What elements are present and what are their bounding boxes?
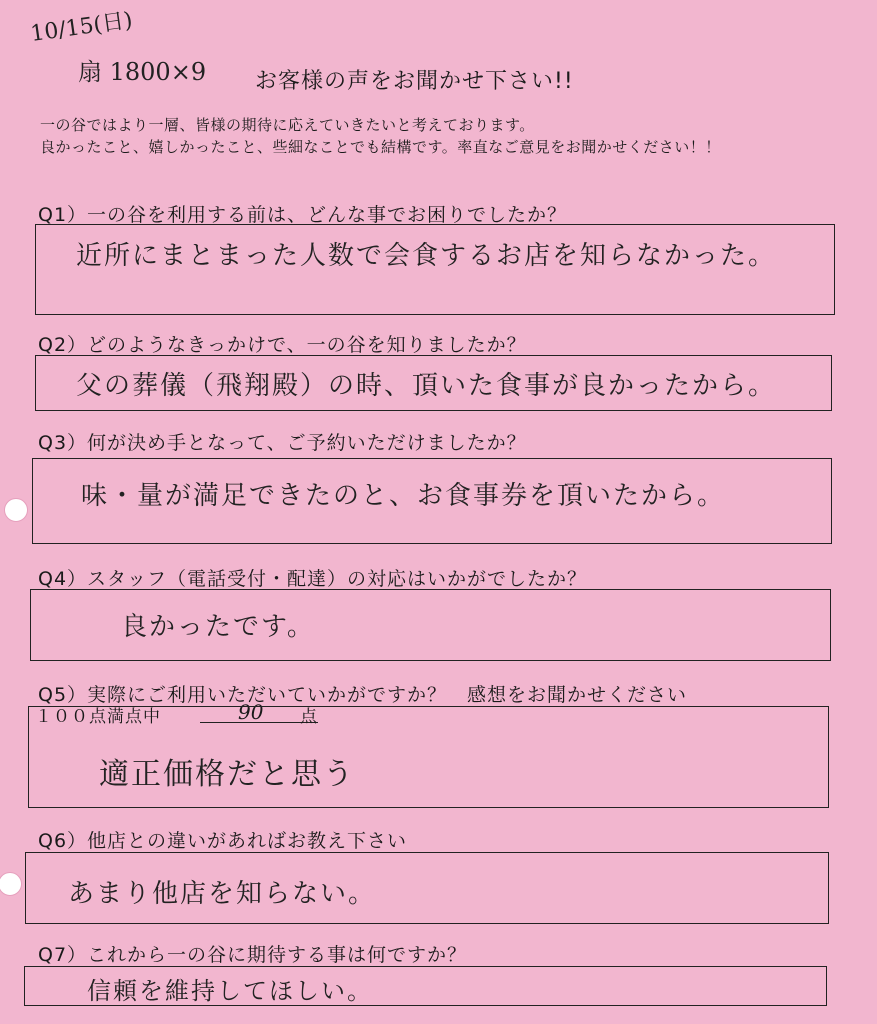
- punch-hole: [4, 498, 28, 522]
- question-4-label: Q4）スタッフ（電話受付・配達）の対応はいかがでしたか？: [38, 568, 588, 590]
- question-2-answer: 父の葬儀（飛翔殿）の時、頂いた食事が良かったから。: [76, 371, 777, 401]
- score-value: 90: [238, 700, 264, 724]
- punch-hole: [0, 872, 22, 896]
- question-1-answer-box: [35, 224, 835, 315]
- question-7-label: Q7）これから一の谷に期待する事は何ですか？: [38, 944, 468, 966]
- question-6-answer: あまり他店を知らない。: [68, 879, 377, 909]
- page-title: お客様の声をお聞かせ下さい!!: [255, 69, 574, 94]
- intro-line-1: 一の谷ではより一層、皆様の期待に応えていきたいと考えております。: [40, 116, 535, 134]
- score-label: １００点満点中: [35, 707, 161, 727]
- question-6-answer-box: [25, 852, 829, 924]
- question-4-answer: 良かったです。: [121, 612, 315, 642]
- question-3-answer-box: [32, 458, 832, 544]
- question-1-label: Q1）一の谷を利用する前は、どんな事でお困りでしたか？: [38, 204, 568, 226]
- question-4-answer-box: [30, 589, 831, 661]
- handwritten-order-note: 扇 1800×9: [78, 58, 207, 86]
- score-unit: 点: [300, 707, 317, 727]
- intro-line-2: 良かったこと、嬉しかったこと、些細なことでも結構です。率直なご意見をお聞かせください！！: [40, 138, 721, 156]
- question-7-answer: 信頼を維持してほしい。: [87, 977, 373, 1005]
- handwritten-date: 10/15(日): [29, 7, 135, 47]
- question-3-label: Q3）何が決め手となって、ご予約いただけましたか？: [38, 432, 527, 454]
- question-3-answer: 味・量が満足できたのと、お食事券を頂いたから。: [81, 481, 726, 511]
- question-5-answer: 適正価格だと思う: [99, 757, 355, 792]
- question-7-answer-box: [24, 966, 827, 1006]
- question-6-label: Q6）他店との違いがあればお教え下さい: [38, 830, 408, 852]
- question-1-answer: 近所にまとまった人数で会食するお店を知らなかった。: [76, 241, 777, 271]
- question-2-label: Q2）どのようなきっかけで、一の谷を知りましたか？: [38, 334, 527, 356]
- question-2-answer-box: [35, 355, 832, 411]
- question-5-label: Q5）実際にご利用いただいていかがですか？ 感想をお聞かせください: [38, 684, 688, 706]
- question-5-answer-box: [28, 706, 829, 808]
